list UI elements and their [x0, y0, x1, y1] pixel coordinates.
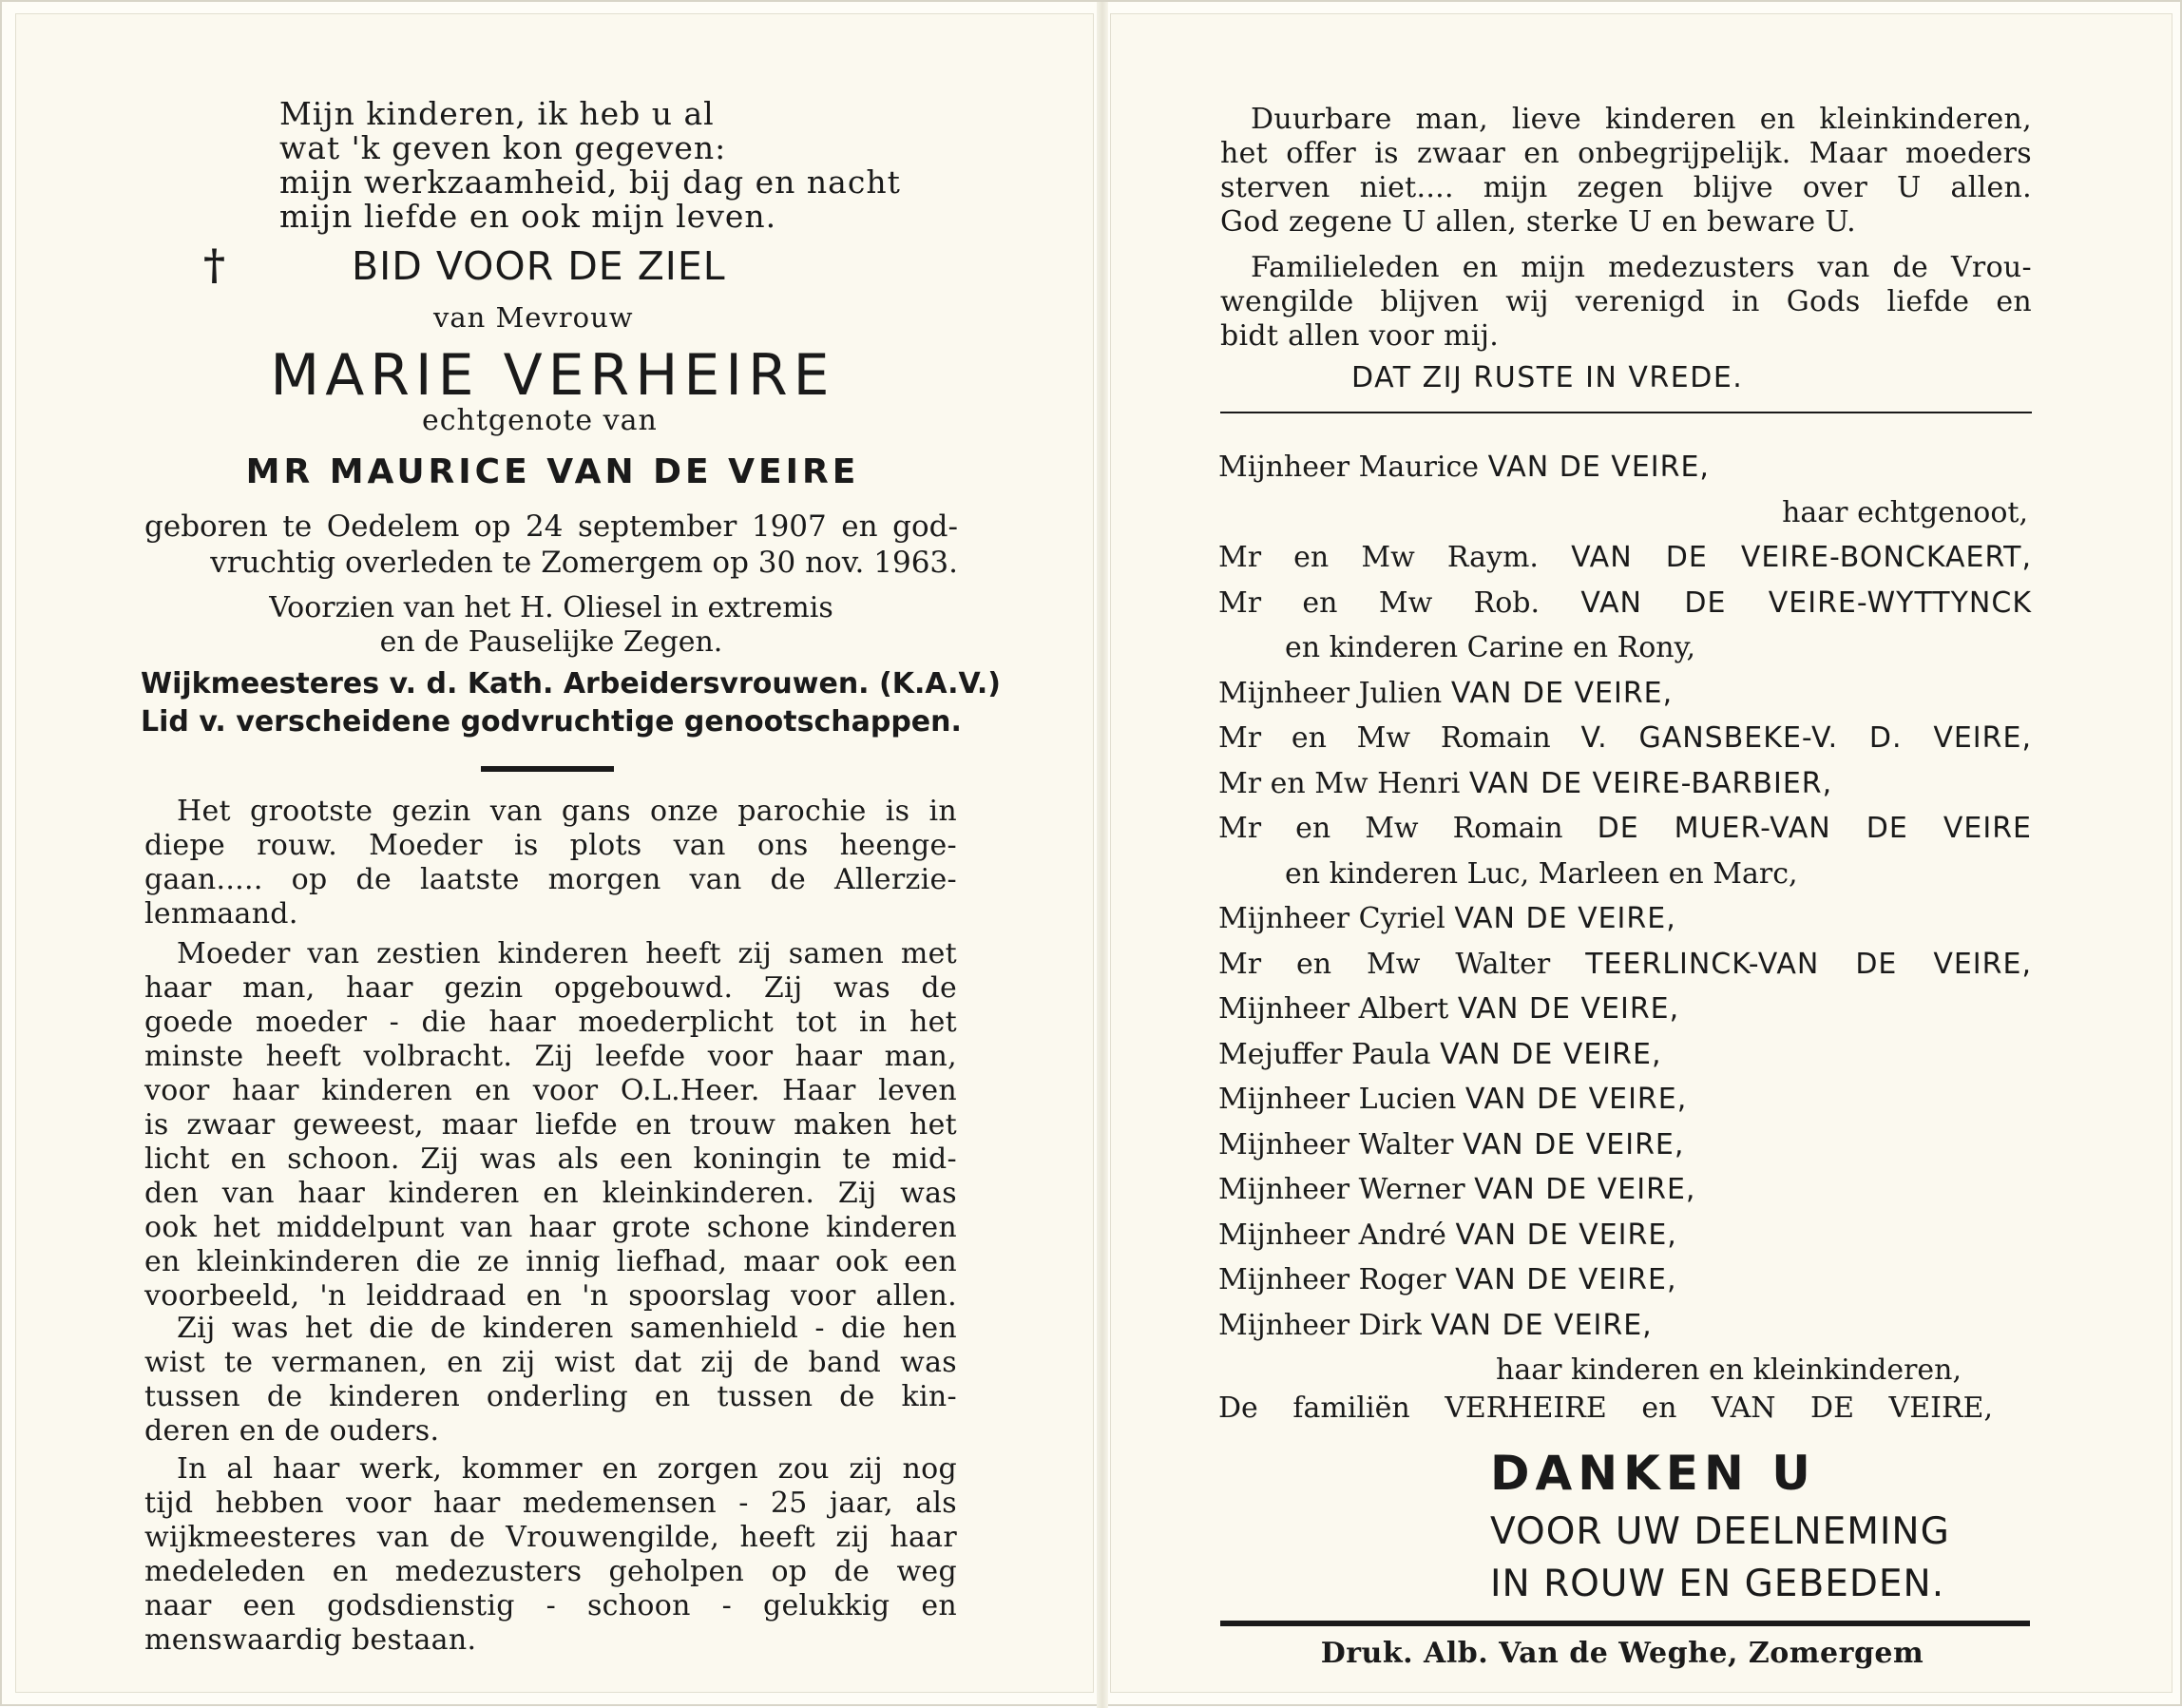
sacraments [144, 591, 958, 660]
text-line: voor haar kinderen en voor O.L.Heer. Haar leven [144, 1074, 957, 1107]
text-line: den van haar kinderen en kleinkinderen. Zij was [144, 1177, 957, 1210]
printer-credit: Druk. Alb. Van de Weghe, Zomergem [1320, 1637, 1924, 1670]
member-name: VAN DE VEIRE, [1450, 676, 1674, 710]
member-title: Mijnheer Albert [1218, 992, 1449, 1026]
family-member [1218, 1167, 2032, 1213]
member-name: DE MUER-VAN DE VEIRE [1597, 812, 2032, 845]
text-line: gaan..... op de laatste morgen van de Allerzie- [144, 863, 957, 896]
spouse-of: echtgenote van [422, 404, 658, 437]
family-member [1218, 445, 2032, 490]
poem-line: wat 'k geven kon gegeven: [279, 129, 727, 166]
text-line: het offer is zwaar en onbegrijpelijk. Maar moeders [1220, 137, 2032, 170]
cross-icon: † [203, 241, 226, 290]
family-list [1218, 445, 2032, 1393]
member-title: Mijnheer Walter [1218, 1127, 1454, 1161]
family-member [1218, 987, 2032, 1032]
member-title: Mr en Mw Romain [1218, 721, 1551, 755]
text-line: In al haar werk, kommer en zorgen zou zij nog [177, 1452, 957, 1486]
poem-line: mijn werkzaamheid, bij dag en nacht [279, 163, 901, 201]
member-title: Mijnheer Werner [1218, 1173, 1465, 1206]
divider [1220, 412, 2032, 413]
family-member [1218, 1032, 2032, 1078]
divider [481, 766, 614, 772]
sacraments-line: Voorzien van het H. Oliesel in extremis [269, 591, 833, 624]
text-line: ook het middelpunt van haar grote schone kinderen [144, 1211, 957, 1244]
family-paragraph [1220, 251, 2032, 354]
member-name: VAN DE VEIRE, [1457, 992, 1680, 1026]
kav-line: Wijkmeesteres v. d. Kath. Arbeidersvrouwen. (K.A.V.) [141, 667, 1001, 700]
text-line: haar man, haar gezin opgebouwd. Zij was de [144, 971, 957, 1005]
poem [279, 97, 901, 234]
poem-line: Mijn kinderen, ik heb u al [279, 95, 715, 132]
family-member [1218, 1123, 2032, 1168]
member-name: VAN DE VEIRE, [1440, 1037, 1662, 1071]
thanks-line: IN ROUW EN GEBEDEN. [1490, 1563, 1945, 1605]
text-line: wijkmeesteres van de Vrouwengilde, heeft zij haar [144, 1521, 957, 1554]
member-name: VAN DE VEIRE, [1455, 1263, 1677, 1296]
family-relation: haar echtgenoot, [1782, 495, 2028, 529]
text-line: voorbeeld, 'n leiddraad en 'n spoorslag voor allen. [144, 1279, 957, 1313]
text-line: Moeder van zestien kinderen heeft zij samen met [177, 937, 957, 970]
text-line: Familieleden en mijn medezusters van de Vrou- [1251, 251, 2032, 284]
family-member [1218, 942, 2032, 988]
member-name: VAN DE VEIRE, [1474, 1173, 1696, 1206]
divider [1220, 1621, 2030, 1626]
grandchildren: en kinderen Carine en Rony, [1285, 631, 1696, 664]
poem-line: mijn liefde en ook mijn leven. [279, 198, 777, 235]
family-member [1218, 806, 2032, 852]
text-line: naar een godsdienstig - schoon - gelukkig en [144, 1589, 957, 1622]
societies-line: Lid v. verscheidene godvruchtige genootschappen. [141, 705, 962, 739]
member-title: Mijnheer André [1218, 1218, 1446, 1252]
member-name: VAN DE VEIRE, [1455, 1218, 1677, 1252]
family-member [1218, 535, 2032, 581]
paragraph-4 [144, 1452, 957, 1658]
member-name: VAN DE VEIRE, [1430, 1308, 1653, 1342]
member-title: Mijnheer Roger [1218, 1263, 1446, 1296]
families-line: De familiën VERHEIRE en VAN DE VEIRE, [1218, 1391, 1993, 1425]
member-title: Mr en Mw Rob. [1218, 585, 1541, 620]
text-line: minste heeft volbracht. Zij leefde voor haar man, [144, 1040, 957, 1073]
memberships [141, 665, 1001, 741]
family-member [1218, 896, 2032, 942]
member-title: Mejuffer Paula [1218, 1037, 1431, 1071]
family-member [1218, 671, 2032, 717]
text-line: Duurbare man, lieve kinderen en kleinkinderen, [1251, 103, 2032, 136]
birth-line: geboren te Oedelem op 24 september 1907 en god- [144, 509, 958, 544]
member-title: Mr en Mw Romain [1218, 812, 1563, 845]
text-line: licht en schoon. Zij was als een koningin te mid- [144, 1142, 957, 1176]
text-line: wengilde blijven wij verenigd in Gods liefde en [1220, 285, 2032, 318]
member-name: VAN DE VEIRE, [1454, 902, 1676, 935]
paragraph-1 [144, 795, 957, 931]
text-line: lenmaand. [144, 897, 298, 931]
text-line: tussen de kinderen onderling en tussen de kin- [144, 1380, 957, 1413]
member-title: Mijnheer Cyriel [1218, 902, 1445, 935]
birth-death-info [144, 509, 958, 581]
member-name: TEERLINCK-VAN DE VEIRE, [1585, 947, 2032, 981]
thanks-heading: DANKEN U [1490, 1446, 1816, 1501]
member-name: VAN DE VEIRE, [1463, 1127, 1685, 1161]
text-line: goede moeder - die haar moederplicht tot in het [144, 1006, 957, 1039]
text-line: diepe rouw. Moeder is plots van ons heenge- [144, 829, 957, 862]
text-line: tijd hebben voor haar medemensen - 25 jaar, als [144, 1487, 957, 1520]
text-line: Zij was het die de kinderen samenhield - die hen [177, 1312, 957, 1345]
rest-in-peace: DAT ZIJ RUSTE IN VREDE. [1351, 361, 1744, 394]
prayer-heading: BID VOOR DE ZIEL [352, 243, 726, 289]
member-title: Mijnheer Julien [1218, 676, 1443, 710]
grandchildren: en kinderen Luc, Marleen en Marc, [1285, 856, 1798, 891]
paragraph-2 [144, 937, 957, 1314]
text-line: wist te vermanen, en zij wist dat zij de band was [144, 1346, 957, 1379]
member-title: Mijnheer Lucien [1218, 1083, 1457, 1116]
family-member [1218, 1213, 2032, 1258]
text-line: medeleden en medezusters geholpen op de weg [144, 1555, 957, 1588]
van-mevrouw: van Mevrouw [433, 301, 634, 334]
member-title: Mijnheer Dirk [1218, 1308, 1422, 1342]
thanks-line: VOOR UW DEELNEMING [1490, 1510, 1950, 1553]
member-name: VAN DE VEIRE, [1464, 1083, 1688, 1116]
farewell-paragraph [1220, 103, 2032, 240]
family-member [1218, 1303, 2032, 1349]
member-title: Mr en Mw Walter [1218, 947, 1551, 981]
text-line: sterven niet.... mijn zegen blijve over U allen. [1220, 171, 2032, 204]
text-line: Het grootste gezin van gans onze parochie is in [177, 795, 957, 828]
family-member [1218, 716, 2032, 761]
member-name: VAN DE VEIRE-BONCKAERT, [1571, 541, 2032, 574]
member-name: V. GANSBEKE-V. D. VEIRE, [1580, 721, 2032, 755]
text-line: is zwaar geweest, maar liefde en trouw maken het [144, 1108, 957, 1142]
family-member [1218, 1257, 2032, 1303]
sacraments-line: en de Pauselijke Zegen. [379, 625, 723, 659]
member-title: Mr en Mw Raym. [1218, 541, 1539, 574]
paragraph-3 [144, 1312, 957, 1449]
family-member [1218, 581, 2032, 626]
husband-name: MR MAURICE VAN DE VEIRE [245, 452, 860, 491]
member-title: Mijnheer Maurice [1218, 451, 1480, 484]
deceased-name: MARIE VERHEIRE [270, 342, 835, 409]
text-line: menswaardig bestaan. [144, 1623, 477, 1657]
thanks-text [1490, 1506, 1950, 1610]
text-line: deren en de ouders. [144, 1414, 440, 1448]
center-fold [1097, 2, 1108, 1708]
text-line: bidt allen voor mij. [1220, 319, 1500, 353]
family-member [1218, 761, 2032, 807]
member-name: VAN DE VEIRE, [1487, 451, 1710, 484]
family-member [1218, 1077, 2032, 1123]
text-line: en kleinkinderen die ze innig liefhad, maar ook een [144, 1245, 957, 1278]
death-line: vruchtig overleden te Zomergem op 30 nov. 1963. [210, 546, 958, 580]
member-name: VAN DE VEIRE-WYTTYNCK [1580, 585, 2032, 620]
text-line: God zegene U allen, sterke U en beware U. [1220, 205, 1856, 239]
family-relation: haar kinderen en kleinkinderen, [1496, 1353, 1962, 1387]
member-title: Mr en Mw Henri [1218, 766, 1461, 800]
member-name: VAN DE VEIRE-BARBIER, [1468, 766, 1833, 800]
